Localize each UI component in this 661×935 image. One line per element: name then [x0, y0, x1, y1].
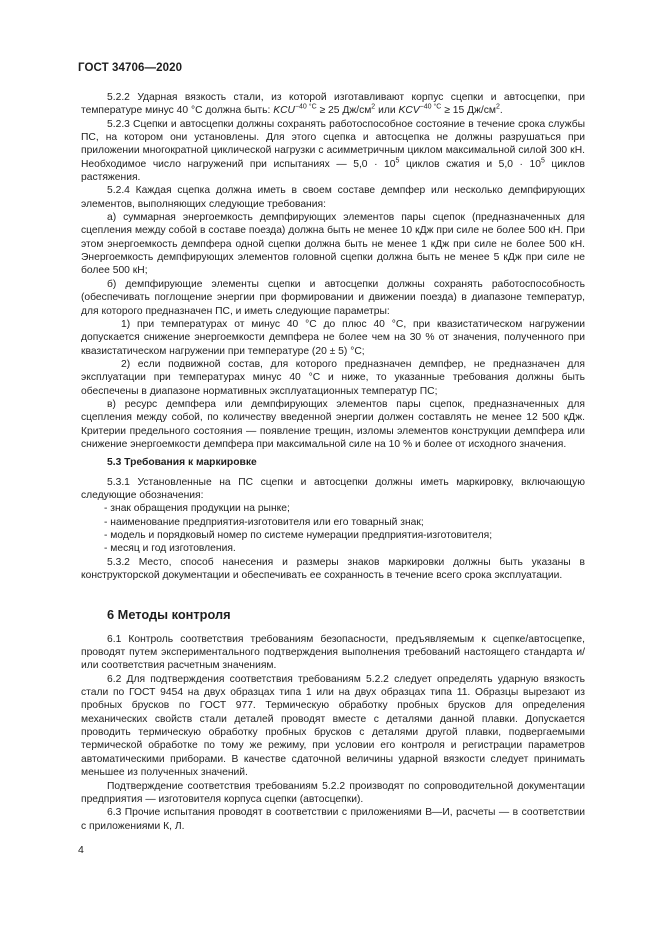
- paragraph-5-2-4: 5.2.4 Каждая сцепка должна иметь в своем составе демпфер или несколько демпфирующих элементов, выполняющих следующие требования:: [81, 185, 585, 210]
- list-item: - знак обращения продукции на рынке;: [104, 502, 585, 515]
- paragraph-5-2-2: 5.2.2 Ударная вязкость стали, из которой изготавливают корпус сцепки и автосцепки, при температуре минус 40 °С должна быть: $KCU^{-40 ^\circ С} \ge 25$ $Дж/см^2$ или $KCV^{-40 ^\circ С} \ge 15$ $Дж/см^2$.: [81, 92, 585, 117]
- conjunction: или: [378, 105, 396, 117]
- paragraph-5-3-2: 5.3.2 Место, способ нанесения и размеры знаков маркировки должны быть указаны в конструкторской документации и обеспечивать ее сохранность в течение всего срока эксплуатации.: [81, 556, 585, 582]
- paragraph-5-2-4-b2: 2) если подвижной состав, для которого предназначен демпфер, не предназначен для эксплуатации при температурах минус 40 °С и ниже, то указанные требования должны быть обеспечены в диапазоне нормативных эксплуатационных температур ПС;: [81, 358, 585, 397]
- paragraph-5-3-1: 5.3.1 Установленные на ПС сцепки и автосцепки должны иметь маркировку, включающую следующие обозначения:: [81, 476, 585, 501]
- paragraph-5-2-4-b1: 1) при температурах от минус 40 °С до плюс 40 °С, при квазистатическом нагружении допускается снижение энергоемкости демпфера не более чем на 30 % от значения, полученного при квазистатическом нагружении при температуре (20 ± 5) °С;: [81, 318, 585, 357]
- standard-header: ГОСТ 34706—2020: [78, 62, 183, 74]
- paragraph-6-3: 6.3 Прочие испытания проводят в соответствии с приложениями В—И, расчеты — в соответствии с приложениями К, Л.: [81, 807, 585, 832]
- list-item: - месяц и год изготовления.: [104, 542, 585, 555]
- exponent: 5: [395, 157, 400, 165]
- paragraph-5-2-4-a: а) суммарная энергоемкость демпфирующих элементов пары сцепок (предназначенных для сцепления между собой в составе поезда) должна быть не менее 10 кДж при силе не более 500 кН. При этом энергоемкость демпфера одной сцепки должна быть не менее 1 кДж при силе не более 500 кН. Энергоемкость демпфирующих элементов головной сцепки должна быть не менее 5 кДж при силе не более 500 кН;: [81, 212, 585, 277]
- paragraph-6-2: 6.2 Для подтверждения соответствия требованиям 5.2.2 следует определять ударную вязкость стали по ГОСТ 9454 на двух образцах типа 1 или на двух образцах типа 11. Образцы вырезают из пробных брусков по ГОСТ 977. Термическую обработку пробных брусков для определения механических свойств стали деталей проводят вместе с деталями данной плавки. Допускается проводить термическую обработку пробных брусков с деталями другой плавки, подвергаемыми термической обработке по тому же режиму, при условии его контроля и регистрации параметров автоматическими приборами. В качестве сдаточной величины ударной вязкости следует принимать меньшее из полученных значений.: [81, 673, 585, 779]
- marking-list: [81, 502, 585, 555]
- formula-kcu: KCU: [273, 105, 295, 117]
- unit-superscript: 2: [496, 103, 500, 111]
- section-heading-6: 6 Методы контроля: [107, 607, 231, 623]
- paragraph-text: циклов растяжения.: [81, 158, 585, 184]
- paragraph-5-2-3: [81, 118, 585, 185]
- subsection-heading-5-3: 5.3 Требования к маркировке: [107, 457, 257, 469]
- formula-superscript: −40 °С: [294, 103, 317, 111]
- document-body: [81, 91, 585, 833]
- formula-kcv: KCV: [398, 105, 420, 117]
- paragraph-text: 5.2.2 Ударная вязкость стали, из которой изготавливают корпус сцепки и автосцепки, при температуре минус 40 °С должна быть:: [81, 92, 585, 117]
- paragraph-text: циклов сжатия и 5,0 · 10: [405, 158, 541, 170]
- list-item: - модель и порядковый номер по системе нумерации предприятия-изготовителя;: [104, 529, 585, 542]
- page-number: 4: [78, 844, 84, 856]
- formula-superscript: −40 °С: [419, 103, 442, 111]
- formula-value: ≥ 15 Дж/см: [444, 105, 496, 117]
- exponent: 5: [540, 157, 545, 165]
- paragraph-text: 5.2.3 Сцепки и автосцепки должны сохранять работоспособное состояние в течение срока службы ПС, на котором они установлены. Для этого сцепка и автосцепка не должны разрушаться при приложении многократной циклической нагрузки с асимметричным циклом максимальной силой 300 кН. Необходимое число нагружений при испытаниях — 5,0 · 10: [81, 118, 585, 170]
- formula-value: ≥ 25 Дж/см: [319, 105, 372, 117]
- paragraph-5-2-4-c: в) ресурс демпфера или демпфирующих элементов пары сцепок, предназначенных для сцепления между собой, по количеству введенной энергии должен составлять не менее 12 500 кДж. Критерии предельного состояния — появление трещин, изломы элементов конструкции демпфера или снижение энергоемкости демпфера при максимальной силе на 10 % и более от исходного значения.: [81, 398, 585, 450]
- paragraph-6-1: 6.1 Контроль соответствия требованиям безопасности, предъявляемым к сцепке/автосцепке, проводят путем экспериментального подтверждения выполнения требований настоящего стандарта и/или соответствия расчетным значениям.: [81, 633, 585, 672]
- unit-superscript: 2: [371, 103, 376, 111]
- list-item: - наименование предприятия-изготовителя или его товарный знак;: [104, 516, 585, 529]
- paragraph-5-2-4-b: б) демпфирующие элементы сцепки и автосцепки должны сохранять работоспособность (обеспечивать поглощение энергии при формировании и движении поезда) в диапазоне температур, для которого предназначен ПС, и иметь следующие параметры:: [81, 278, 585, 317]
- paragraph-6-2-confirmation: Подтверждение соответствия требованиям 5.2.2 производят по сопроводительной документации предприятия — изготовителя корпуса сцепки (автосцепки).: [81, 780, 585, 805]
